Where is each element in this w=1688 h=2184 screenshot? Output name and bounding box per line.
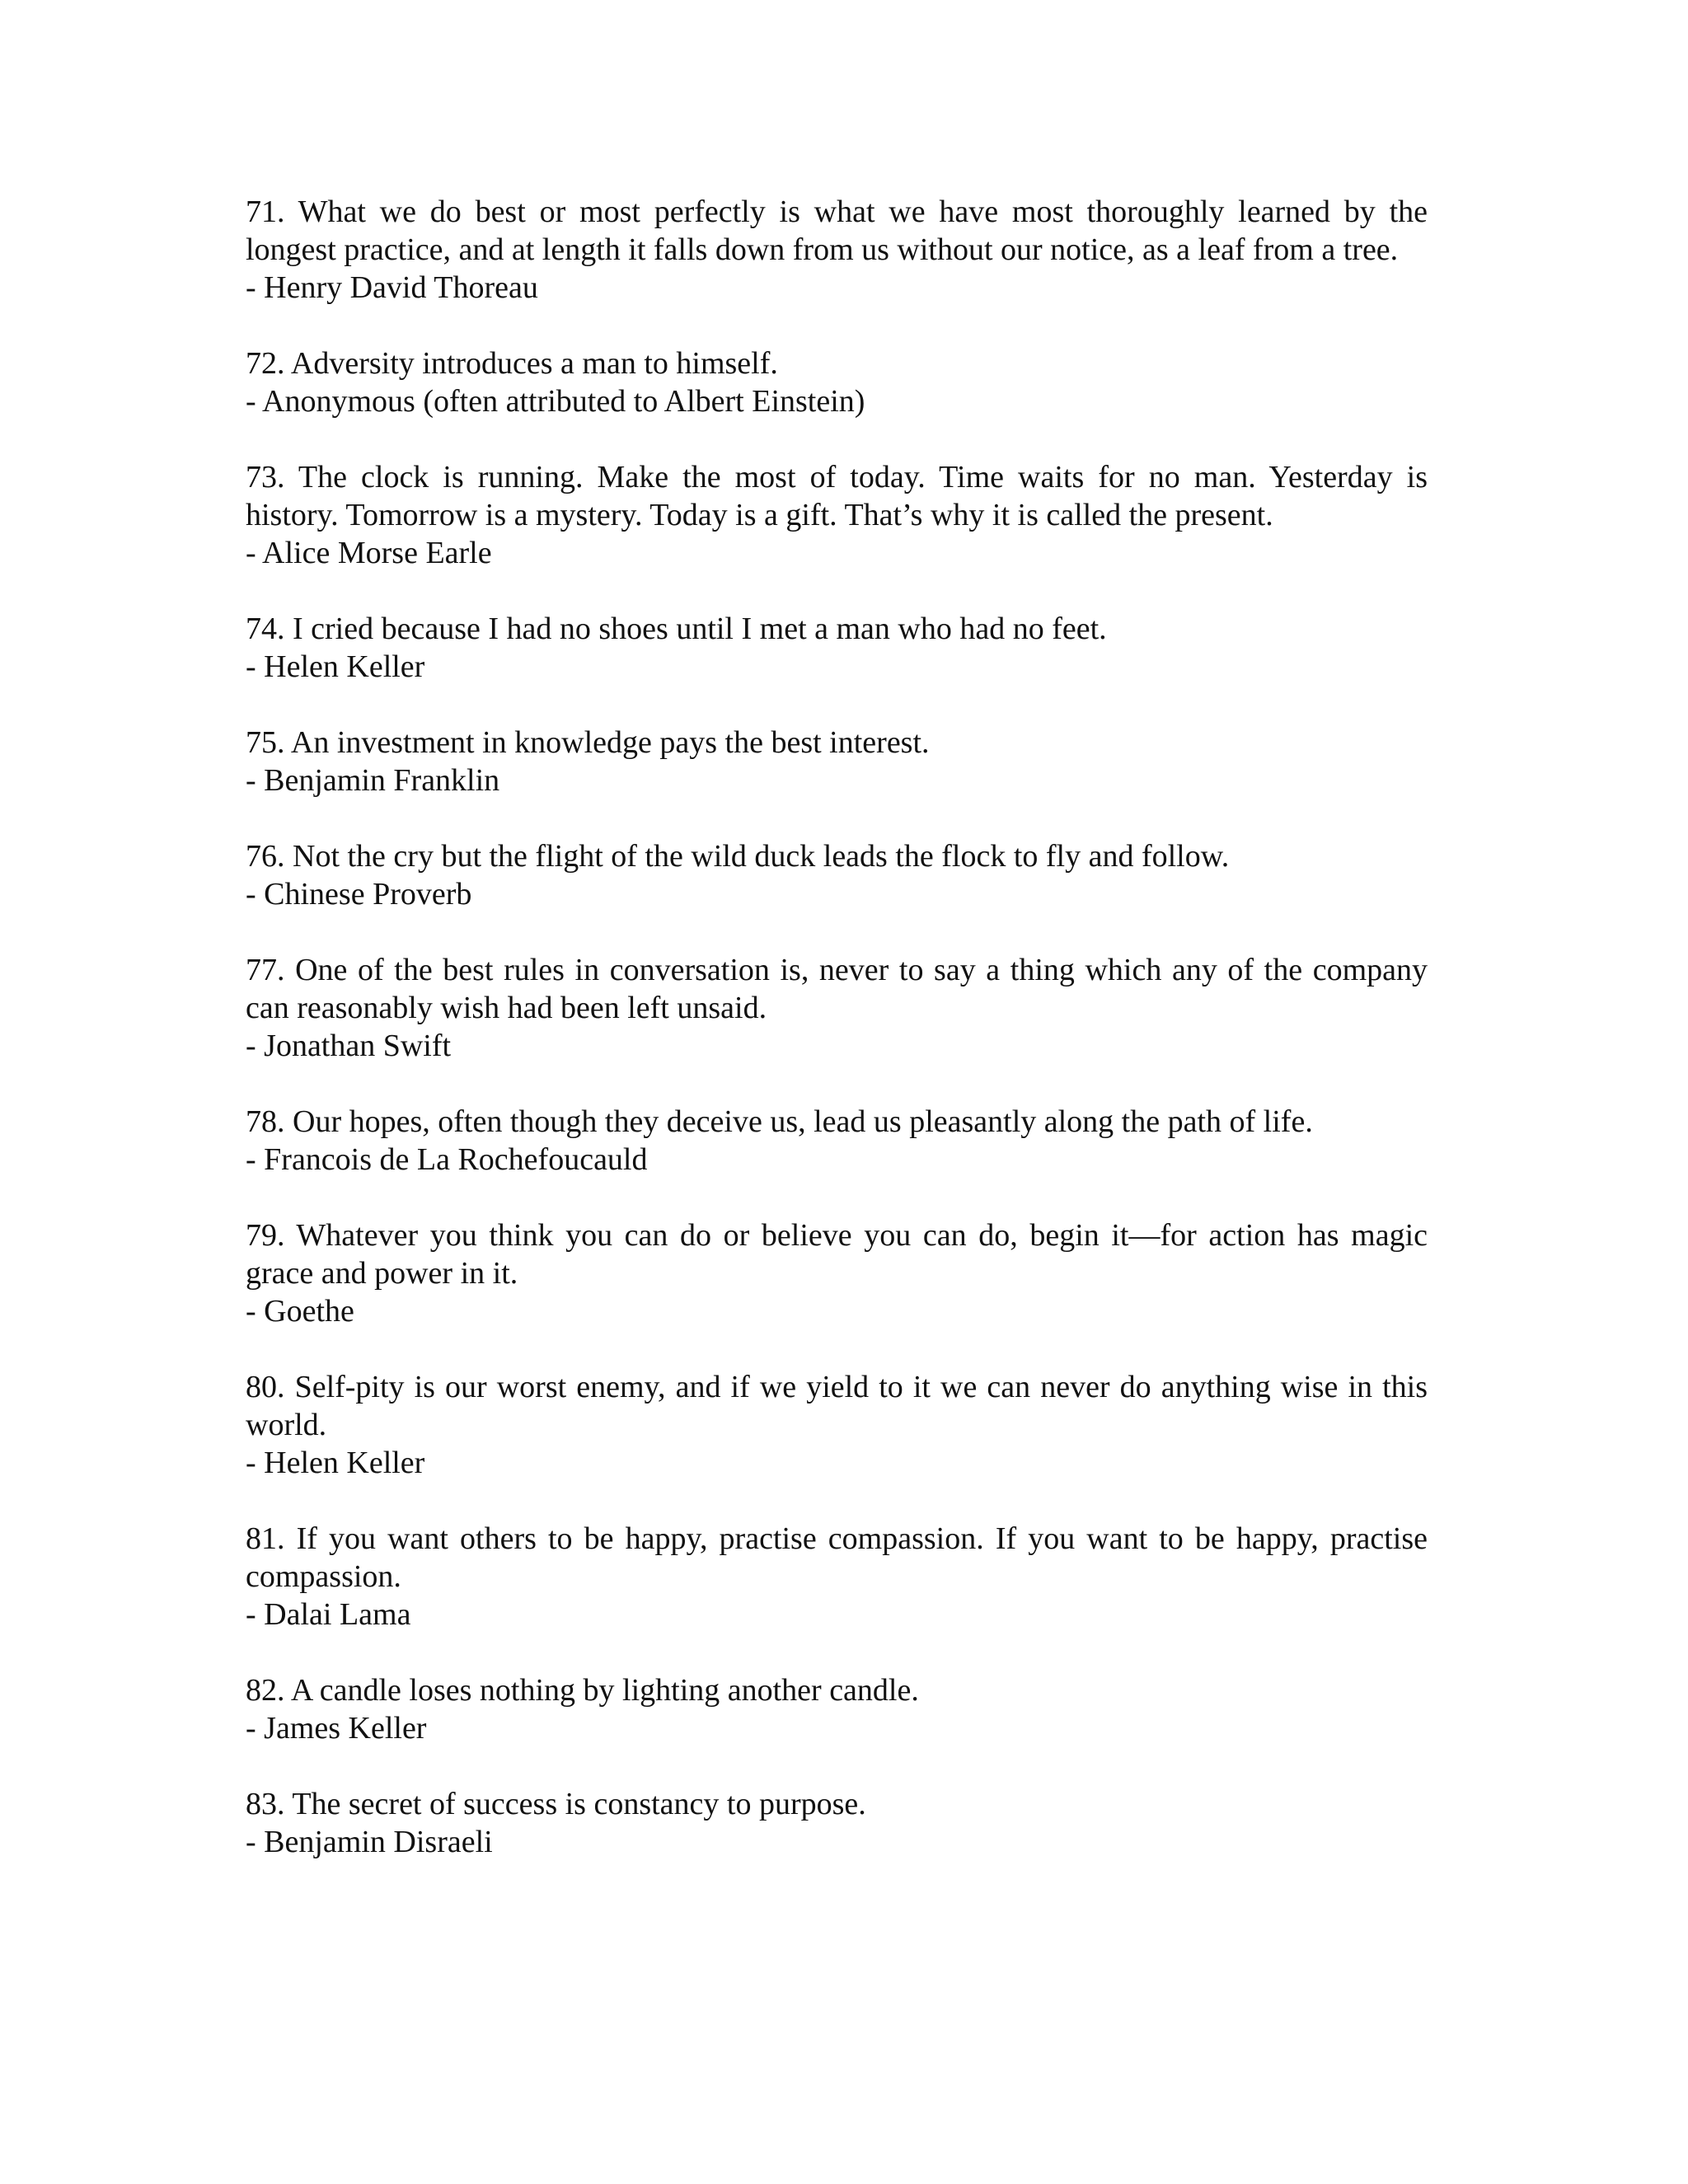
quote-73 [246, 458, 1428, 572]
quote-author: - Helen Keller [246, 1446, 425, 1480]
quote-text: 80. Self-pity is our worst enemy, and if we yield to it we can never do anything wise in this world. [246, 1370, 1428, 1442]
quote-text: 74. I cried because I had no shoes until I met a man who had no feet. [246, 612, 1107, 646]
quote-text: 73. The clock is running. Make the most of today. Time waits for no man. Yesterday is history. Tomorrow is a mystery. Today is a gift. That’s why it is called the present. [246, 460, 1428, 532]
quote-79 [246, 1216, 1428, 1330]
quote-author: - Dalai Lama [246, 1597, 411, 1632]
quote-author: - Chinese Proverb [246, 877, 472, 912]
document-page [246, 193, 1428, 1899]
quote-72 [246, 344, 1428, 420]
quote-78 [246, 1103, 1428, 1179]
quote-author: - Francois de La Rochefoucauld [246, 1142, 648, 1177]
quote-author: - Alice Morse Earle [246, 536, 492, 570]
quote-text: 83. The secret of success is constancy to purpose. [246, 1787, 866, 1821]
quote-74 [246, 610, 1428, 686]
quote-author: - James Keller [246, 1711, 427, 1746]
quote-author: - Benjamin Disraeli [246, 1825, 493, 1859]
quote-text: 77. One of the best rules in conversation is, never to say a thing which any of the company can reasonably wish had been left unsaid. [246, 953, 1428, 1025]
quote-82 [246, 1671, 1428, 1747]
quote-text: 78. Our hopes, often though they deceive us, lead us pleasantly along the path of life. [246, 1104, 1313, 1139]
quote-text: 72. Adversity introduces a man to himself. [246, 346, 778, 381]
quote-76 [246, 837, 1428, 913]
quote-text: 81. If you want others to be happy, practise compassion. If you want to be happy, practise compassion. [246, 1521, 1428, 1594]
quote-80 [246, 1368, 1428, 1482]
quote-75 [246, 724, 1428, 799]
quote-text: 71. What we do best or most perfectly is what we have most thoroughly learned by the longest practice, and at length it falls down from us without our notice, as a leaf from a tree. [246, 194, 1428, 267]
quote-author: - Anonymous (often attributed to Albert Einstein) [246, 384, 865, 419]
quote-text: 82. A candle loses nothing by lighting another candle. [246, 1673, 919, 1708]
quote-77 [246, 951, 1428, 1065]
quote-83 [246, 1785, 1428, 1861]
quote-71 [246, 193, 1428, 307]
quote-author: - Goethe [246, 1294, 354, 1329]
quote-author: - Henry David Thoreau [246, 270, 538, 305]
quote-text: 76. Not the cry but the flight of the wild duck leads the flock to fly and follow. [246, 839, 1230, 874]
quote-author: - Benjamin Franklin [246, 763, 500, 798]
quote-text: 75. An investment in knowledge pays the best interest. [246, 725, 930, 760]
quote-author: - Jonathan Swift [246, 1029, 452, 1063]
quote-author: - Helen Keller [246, 649, 425, 684]
quote-text: 79. Whatever you think you can do or believe you can do, begin it—for action has magic grace and power in it. [246, 1218, 1428, 1291]
quote-81 [246, 1520, 1428, 1633]
